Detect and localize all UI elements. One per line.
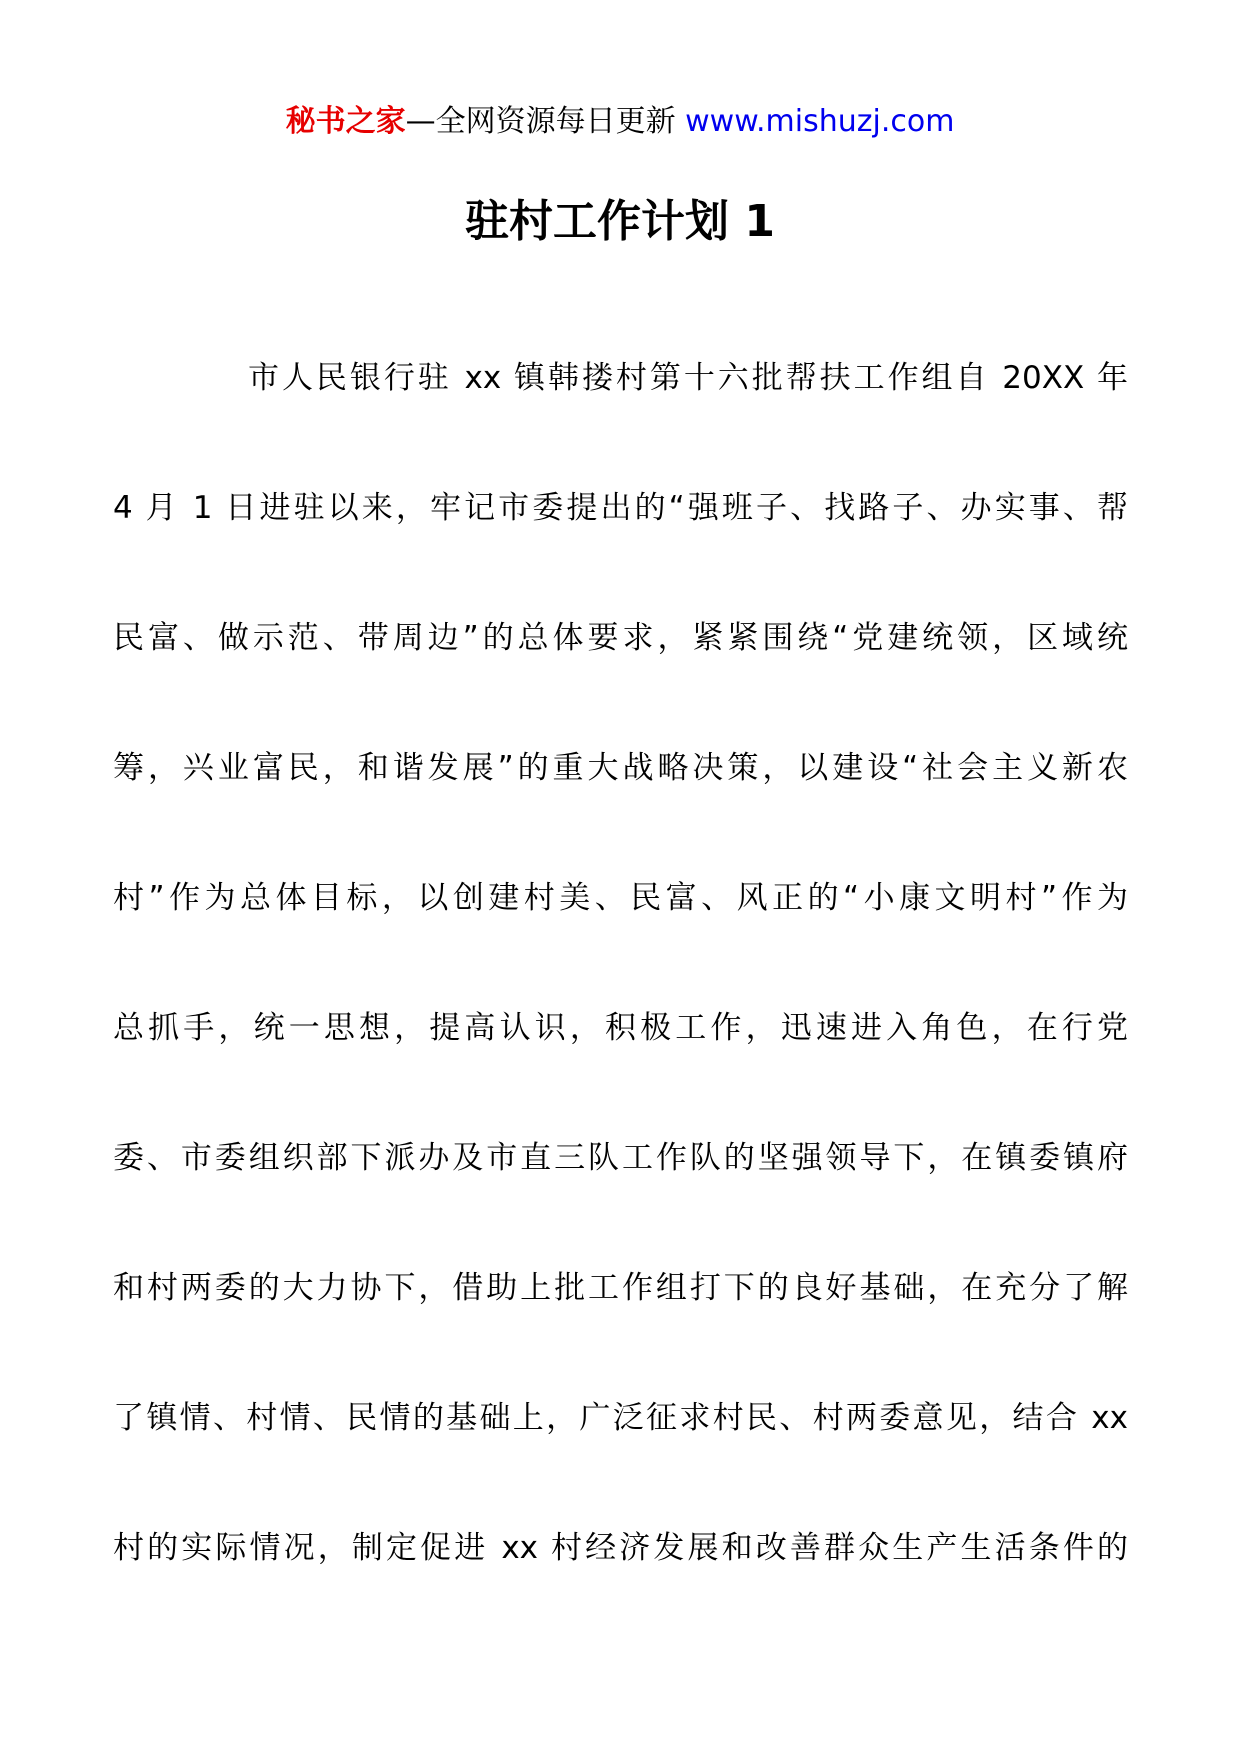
text-line: 委、市委组织部下派办及市直三队工作队的坚强领导下，在镇委镇府 — [113, 1140, 1128, 1176]
document-title: 驻村工作计划 1 — [465, 196, 775, 247]
text-line: 和村两委的大力协下，借助上批工作组打下的良好基础，在充分了解 — [113, 1270, 1128, 1306]
text-line: 民富、做示范、带周边”的总体要求，紧紧围绕“党建统领，区域统 — [113, 620, 1128, 656]
text-line: 了镇情、村情、民情的基础上，广泛征求村民、村两委意见，结合 xx — [113, 1400, 1128, 1436]
site-tagline: —全网资源每日更新 — [405, 104, 686, 139]
brand-name[interactable]: 秘书之家 — [285, 104, 406, 139]
text-line: 4 月 1 日进驻以来，牢记市委提出的“强班子、找路子、办实事、帮 — [113, 490, 1128, 526]
site-url-link[interactable]: www.mishuzj.com — [685, 104, 955, 139]
text-line: 总抓手，统一思想，提高认识，积极工作，迅速进入角色，在行党 — [113, 1010, 1128, 1046]
text-line: 市人民银行驻 xx 镇韩搂村第十六批帮扶工作组自 20XX 年 — [248, 360, 1128, 396]
text-line: 筹，兴业富民，和谐发展”的重大战略决策，以建设“社会主义新农 — [113, 750, 1128, 786]
site-header — [0, 100, 1240, 144]
text-line: 村”作为总体目标，以创建村美、民富、风正的“小康文明村”作为 — [113, 880, 1128, 916]
text-line: 村的实际情况，制定促进 xx 村经济发展和改善群众生产生活条件的 — [113, 1530, 1128, 1566]
body-text — [113, 352, 1128, 1652]
